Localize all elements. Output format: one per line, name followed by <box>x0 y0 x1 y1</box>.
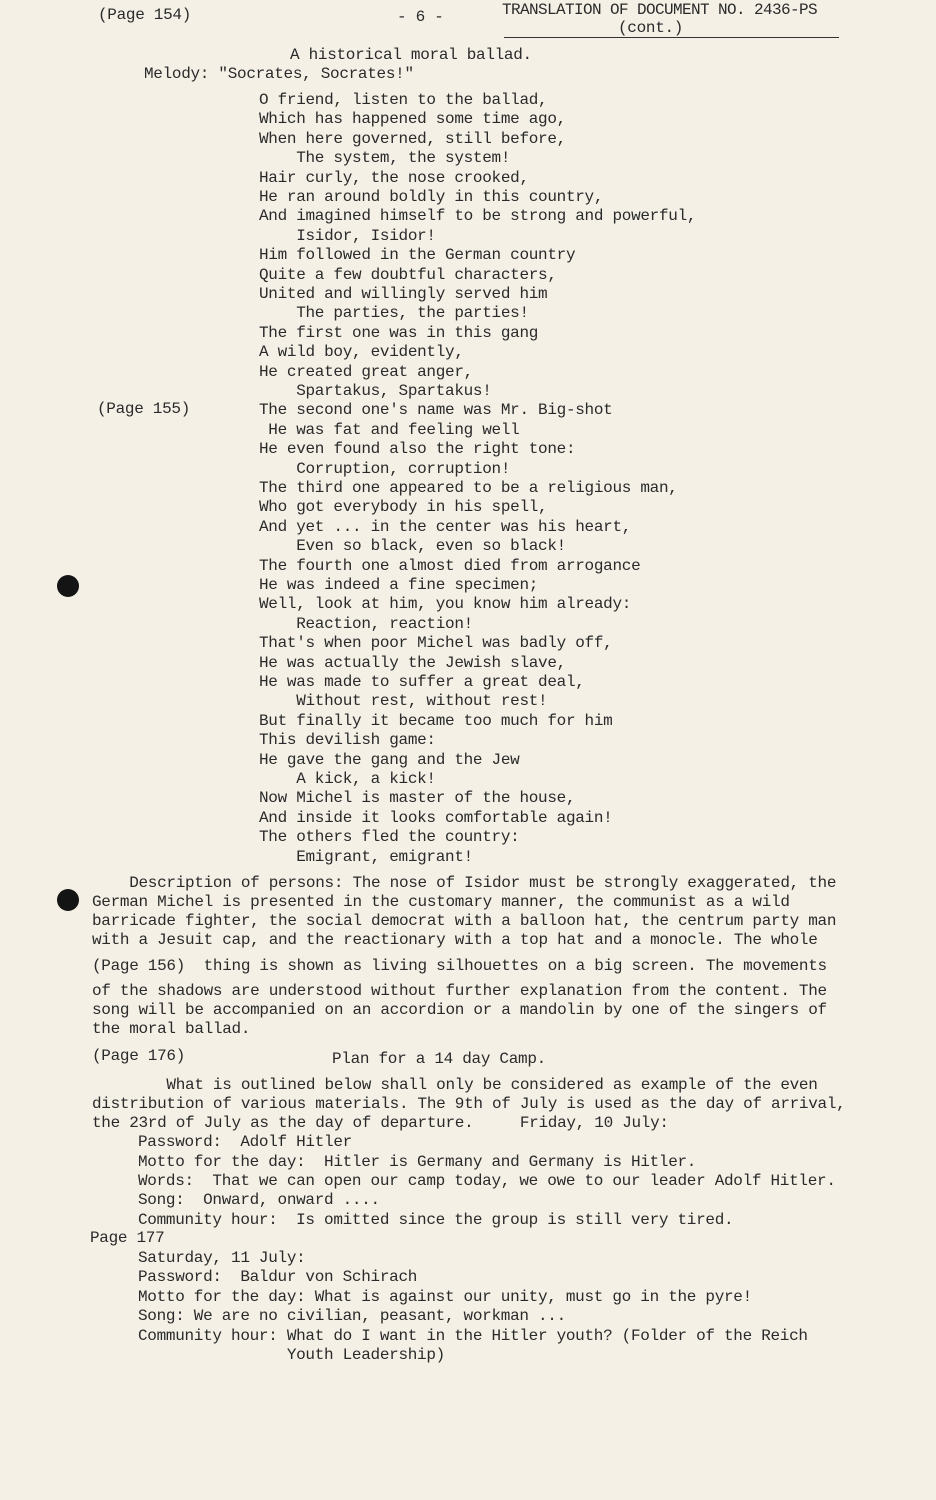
verse-line: The parties, the parties! <box>259 304 529 323</box>
verse-line: Who got everybody in his spell, <box>259 498 548 517</box>
verse-line: Corruption, corruption! <box>259 459 511 478</box>
camp-entry: Password: Baldur von Schirach <box>138 1268 418 1286</box>
punch-hole <box>57 889 79 911</box>
page-marker-176: (Page 176) <box>92 1047 186 1065</box>
page-marker-177: Page 177 <box>90 1229 165 1247</box>
verse-line: Isidor, Isidor! <box>259 226 436 245</box>
description-line: the moral ballad. <box>92 1020 251 1038</box>
camp-intro-line: the 23rd of July as the day of departure. Friday, 10 July: <box>92 1114 669 1132</box>
camp-entry: Community hour: What do I want in the Hitler youth? (Folder of the Reich <box>138 1327 808 1345</box>
verse-line: This devilish game: <box>259 731 436 750</box>
verse-line: A kick, a kick! <box>259 770 436 788</box>
verse-line: And yet ... in the center was his heart, <box>259 517 632 536</box>
verse-line: Reaction, reaction! <box>259 614 473 633</box>
camp-intro-line: distribution of various materials. The 9th of July is used as the day of arrival, <box>92 1095 846 1113</box>
verse-line: And imagined himself to be strong and powerful, <box>259 207 697 226</box>
verse-line: But finally it became too much for him <box>259 711 613 730</box>
camp-entry: Saturday, 11 July: <box>138 1249 306 1267</box>
camp-entry: Motto for the day: Hitler is Germany and Germany is Hitler. <box>138 1153 697 1171</box>
verse-line: Well, look at him, you know him already: <box>259 595 632 614</box>
verse-line: He was actually the Jewish slave, <box>259 653 566 672</box>
verse-line: A wild boy, evidently, <box>259 343 464 362</box>
description-line: of the shadows are understood without further explanation from the content. The <box>92 982 827 1000</box>
camp-entry: Song: We are no civilian, peasant, workman ... <box>138 1307 566 1325</box>
verse-line: Emigrant, emigrant! <box>259 847 473 866</box>
description-line: German Michel is presented in the customary manner, the communist as a wild <box>92 893 790 911</box>
verse-line: Now Michel is master of the house, <box>259 789 576 808</box>
header-page-number: - 6 - <box>397 8 444 26</box>
verse-line: Quite a few doubtful characters, <box>259 265 557 284</box>
verse-line: That's when poor Michel was badly off, <box>259 634 613 653</box>
verse-line: He ran around boldly in this country, <box>259 188 604 206</box>
verse-line: Even so black, even so black! <box>259 537 566 556</box>
punch-hole <box>57 575 79 597</box>
verse-line: Him followed in the German country <box>259 246 576 265</box>
camp-entry: Password: Adolf Hitler <box>138 1133 352 1151</box>
verse-line: And inside it looks comfortable again! <box>259 808 613 827</box>
description-line: with a Jesuit cap, and the reactionary with a top hat and a monocle. The whole <box>92 931 818 949</box>
camp-entry: Motto for the day: What is against our unity, must go in the pyre! <box>138 1288 752 1306</box>
verse-line: The first one was in this gang <box>259 323 539 342</box>
camp-entry: Community hour: Is omitted since the group is still very tired. <box>138 1211 734 1229</box>
page-marker-155: (Page 155) <box>97 400 191 418</box>
ballad-title: A historical moral ballad. <box>290 46 532 64</box>
verse-line: The others fled the country: <box>259 828 520 847</box>
verse-line: The system, the system! <box>259 149 511 168</box>
description-line: barricade fighter, the social democrat with a balloon hat, the centrum party man <box>92 912 837 930</box>
header-page-ref: (Page 154) <box>98 6 192 24</box>
verse-line: The third one appeared to be a religious man, <box>259 479 678 497</box>
verse-line: United and willingly served him <box>259 285 548 303</box>
verse-line: He even found also the right tone: <box>259 440 576 459</box>
verse-line: He created great anger, <box>259 362 473 381</box>
verse-line: Hair curly, the nose crooked, <box>259 168 529 187</box>
description-line: (Page 156) thing is shown as living silhouettes on a big screen. The movements <box>92 957 827 975</box>
description-line: song will be accompanied on an accordion or a mandolin by one of the singers of <box>92 1001 827 1019</box>
header-doc-cont: (cont.) <box>618 19 684 37</box>
camp-entry: Song: Onward, onward .... <box>138 1191 380 1209</box>
verse-line: Spartakus, Spartakus! <box>259 382 492 400</box>
ballad-melody: Melody: "Socrates, Socrates!" <box>144 65 414 83</box>
verse-line: He gave the gang and the Jew <box>259 750 520 769</box>
verse-line: When here governed, still before, <box>259 129 566 148</box>
header-underline <box>504 37 839 38</box>
camp-intro-line: What is outlined below shall only be considered as example of the even <box>92 1076 818 1094</box>
verse-line: The second one's name was Mr. Big-shot <box>259 401 613 420</box>
verse-line: He was made to suffer a great deal, <box>259 673 585 691</box>
camp-entry: Words: That we can open our camp today, we owe to our leader Adolf Hitler. <box>138 1172 836 1190</box>
verse-line: O friend, listen to the ballad, <box>259 91 548 109</box>
verse-line: Which has happened some time ago, <box>259 110 566 129</box>
verse-line: The fourth one almost died from arrogance <box>259 556 641 575</box>
header-doc-title: TRANSLATION OF DOCUMENT NO. 2436-PS <box>502 1 818 19</box>
camp-title: Plan for a 14 day Camp. <box>332 1050 546 1068</box>
verse-line: He was indeed a fine specimen; <box>259 576 539 594</box>
camp-entry: Youth Leadership) <box>138 1346 445 1364</box>
verse-line: He was fat and feeling well <box>259 420 520 439</box>
verse-line: Without rest, without rest! <box>259 692 548 711</box>
description-line: Description of persons: The nose of Isidor must be strongly exaggerated, the <box>92 874 837 892</box>
